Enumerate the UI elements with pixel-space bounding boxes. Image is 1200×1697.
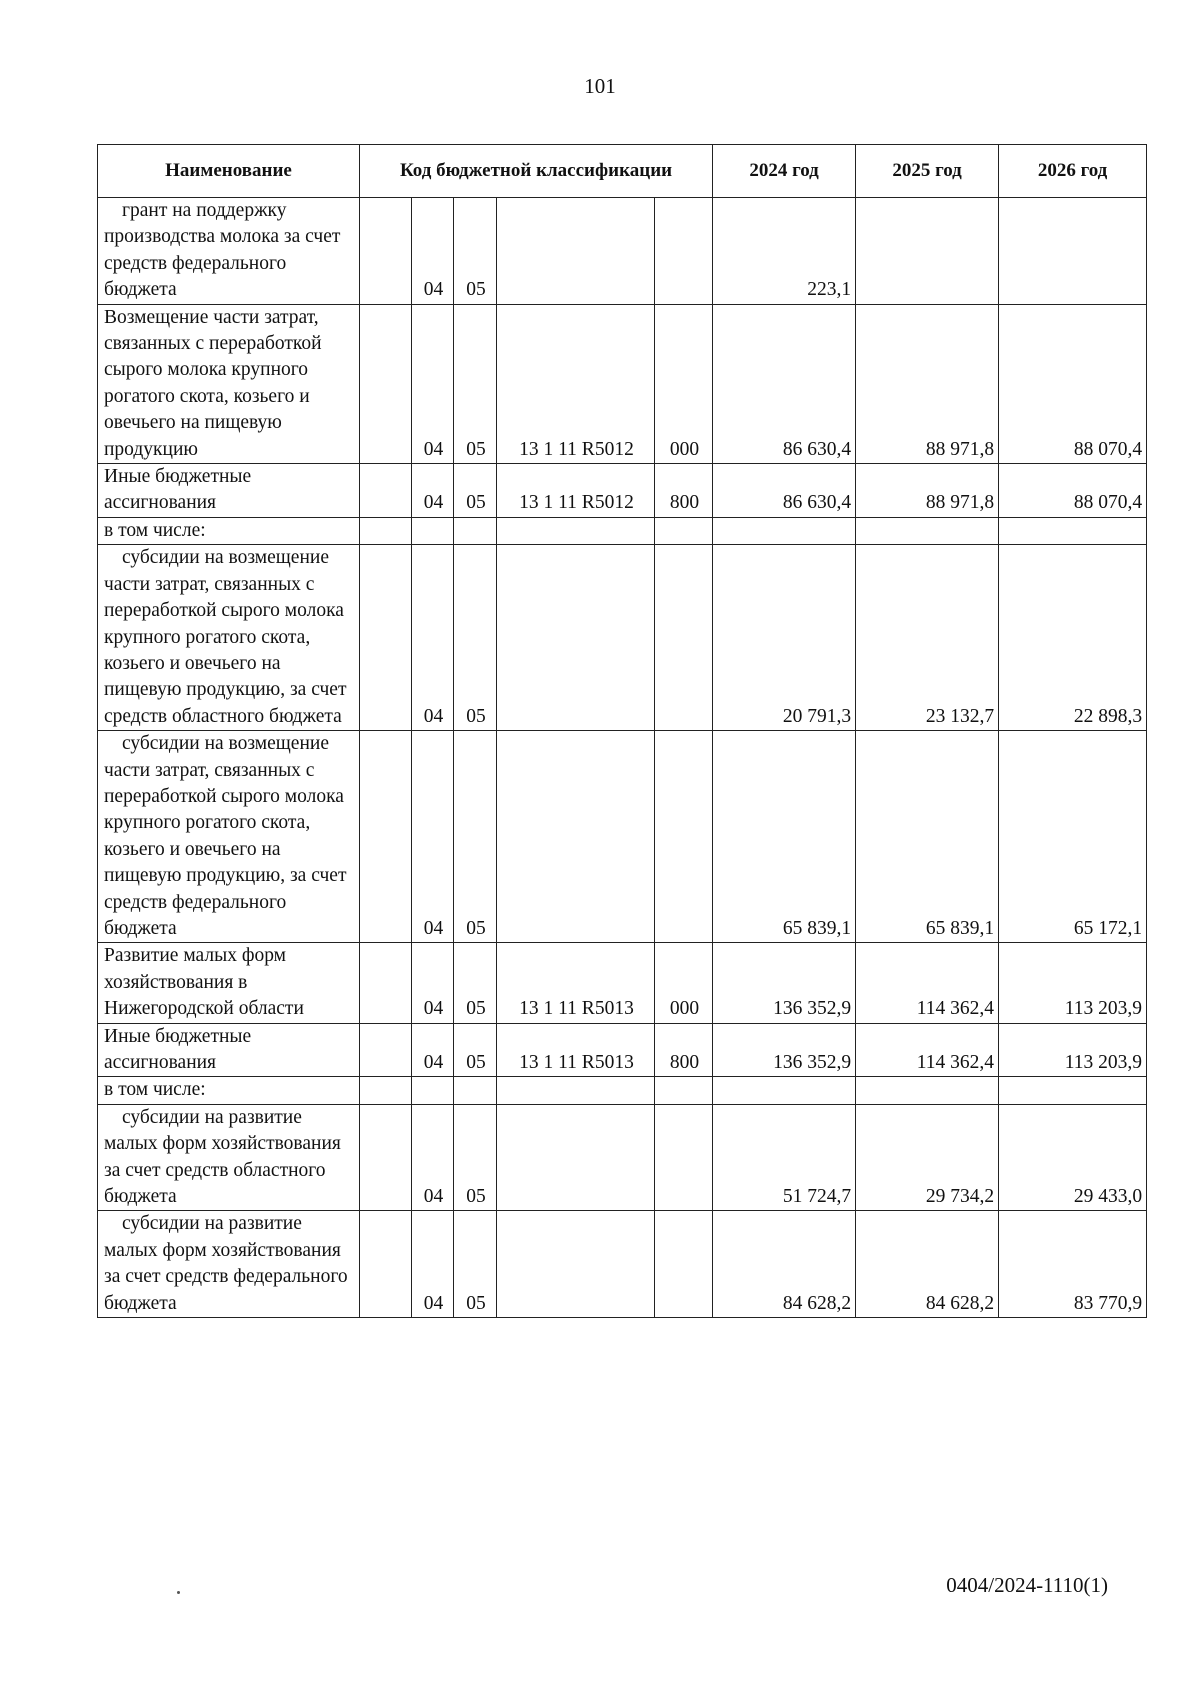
value-2025: 84 628,2	[856, 1211, 999, 1318]
row-name-text: Иные бюджетные ассигнования	[104, 1025, 252, 1073]
row-name-text: грант на поддержку производства молока за счет средств федерального бюджета	[104, 200, 341, 301]
code-empty-cell	[360, 1023, 412, 1077]
code-expense-type	[655, 1077, 713, 1104]
code-section: 04	[412, 1211, 454, 1318]
value-2026	[999, 1077, 1147, 1104]
row-name	[98, 1023, 360, 1077]
code-subsection: 05	[454, 545, 497, 731]
row-name-text: Развитие малых форм хозяйствования в Нижегородской области	[104, 945, 304, 1020]
code-subsection: 05	[454, 1104, 497, 1211]
header-2026: 2026 год	[999, 145, 1147, 198]
table-row	[98, 545, 1147, 731]
code-empty-cell	[360, 517, 412, 544]
row-name	[98, 1211, 360, 1318]
value-2024: 223,1	[713, 198, 856, 305]
value-2026: 29 433,0	[999, 1104, 1147, 1211]
code-subsection: 05	[454, 731, 497, 943]
table-row	[98, 1104, 1147, 1211]
value-2026: 65 172,1	[999, 731, 1147, 943]
row-name	[98, 731, 360, 943]
code-subsection	[454, 1077, 497, 1104]
code-target-article	[497, 1077, 655, 1104]
table-row	[98, 731, 1147, 943]
code-section: 04	[412, 731, 454, 943]
row-name	[98, 545, 360, 731]
table-row	[98, 304, 1147, 463]
row-name-text: Возмещение части затрат, связанных с переработкой сырого молока крупного рогатого скота, козьего и овечьего на пищевую продукцию	[104, 306, 322, 460]
header-2024: 2024 год	[713, 145, 856, 198]
value-2026	[999, 198, 1147, 305]
code-section: 04	[412, 1023, 454, 1077]
page-number: 101	[584, 74, 616, 98]
code-empty-cell	[360, 1077, 412, 1104]
code-section: 04	[412, 198, 454, 305]
code-empty-cell	[360, 545, 412, 731]
value-2024: 86 630,4	[713, 304, 856, 463]
code-empty-cell	[360, 304, 412, 463]
row-name-text: субсидии на возмещение части затрат, связанных с переработкой сырого молока крупного рогатого скота, козьего и овечьего на пищевую продукцию, за счет средств федерального бюджета	[104, 733, 347, 939]
value-2024: 86 630,4	[713, 464, 856, 518]
code-expense-type: 800	[655, 1023, 713, 1077]
row-name-text: субсидии на развитие малых форм хозяйствования за счет средств федерального бюджета	[104, 1213, 348, 1314]
code-empty-cell	[360, 943, 412, 1023]
value-2024: 84 628,2	[713, 1211, 856, 1318]
code-target-article: 13 1 11 R5012	[497, 464, 655, 518]
code-target-article: 13 1 11 R5013	[497, 943, 655, 1023]
code-target-article	[497, 1211, 655, 1318]
code-subsection: 05	[454, 304, 497, 463]
row-name	[98, 198, 360, 305]
value-2026: 88 070,4	[999, 464, 1147, 518]
code-subsection: 05	[454, 1023, 497, 1077]
table-row	[98, 198, 1147, 305]
row-name	[98, 1077, 360, 1104]
code-empty-cell	[360, 1104, 412, 1211]
header-row	[98, 145, 1147, 198]
document-code: 0404/2024-1110(1)	[946, 1573, 1108, 1597]
code-section: 04	[412, 304, 454, 463]
value-2024: 65 839,1	[713, 731, 856, 943]
value-2024: 136 352,9	[713, 943, 856, 1023]
value-2025: 29 734,2	[856, 1104, 999, 1211]
table-row	[98, 1023, 1147, 1077]
value-2025: 23 132,7	[856, 545, 999, 731]
table-row	[98, 464, 1147, 518]
code-expense-type: 800	[655, 464, 713, 518]
code-empty-cell	[360, 198, 412, 305]
table-row	[98, 1211, 1147, 1318]
value-2024: 136 352,9	[713, 1023, 856, 1077]
value-2025: 114 362,4	[856, 943, 999, 1023]
row-name	[98, 1104, 360, 1211]
code-target-article	[497, 517, 655, 544]
value-2026: 83 770,9	[999, 1211, 1147, 1318]
code-section	[412, 517, 454, 544]
budget-table	[97, 144, 1147, 1318]
header-2025: 2025 год	[856, 145, 999, 198]
value-2025: 88 971,8	[856, 304, 999, 463]
row-name-text: субсидии на возмещение части затрат, связанных с переработкой сырого молока крупного рогатого скота, козьего и овечьего на пищевую продукцию, за счет средств областного бюджета	[104, 547, 347, 727]
row-name	[98, 464, 360, 518]
value-2026: 113 203,9	[999, 1023, 1147, 1077]
value-2025: 65 839,1	[856, 731, 999, 943]
code-empty-cell	[360, 1211, 412, 1318]
code-expense-type	[655, 198, 713, 305]
header-code: Код бюджетной классификации	[360, 145, 713, 198]
value-2026	[999, 517, 1147, 544]
code-empty-cell	[360, 464, 412, 518]
code-section: 04	[412, 464, 454, 518]
value-2025	[856, 1077, 999, 1104]
value-2025	[856, 198, 999, 305]
code-expense-type	[655, 545, 713, 731]
row-name-text: субсидии на развитие малых форм хозяйствования за счет средств областного бюджета	[104, 1106, 341, 1208]
row-name-text: Иные бюджетные ассигнования	[104, 466, 252, 514]
code-target-article	[497, 1104, 655, 1211]
value-2025	[856, 517, 999, 544]
table-row	[98, 517, 1147, 544]
header-name: Наименование	[98, 145, 360, 198]
row-name	[98, 304, 360, 463]
row-name	[98, 943, 360, 1023]
code-subsection: 05	[454, 943, 497, 1023]
value-2025: 88 971,8	[856, 464, 999, 518]
value-2026: 113 203,9	[999, 943, 1147, 1023]
code-target-article: 13 1 11 R5013	[497, 1023, 655, 1077]
code-expense-type	[655, 731, 713, 943]
code-section: 04	[412, 545, 454, 731]
row-name-text: в том числе:	[104, 1079, 206, 1101]
code-expense-type	[655, 517, 713, 544]
code-expense-type	[655, 1104, 713, 1211]
code-expense-type: 000	[655, 943, 713, 1023]
value-2026: 88 070,4	[999, 304, 1147, 463]
code-section: 04	[412, 943, 454, 1023]
value-2024	[713, 1077, 856, 1104]
value-2024	[713, 517, 856, 544]
table-row	[98, 943, 1147, 1023]
row-name-text: в том числе:	[104, 519, 206, 541]
code-expense-type: 000	[655, 304, 713, 463]
code-subsection: 05	[454, 464, 497, 518]
value-2024: 20 791,3	[713, 545, 856, 731]
row-name	[98, 517, 360, 544]
code-subsection: 05	[454, 198, 497, 305]
code-subsection: 05	[454, 1211, 497, 1318]
code-target-article	[497, 545, 655, 731]
code-section: 04	[412, 1104, 454, 1211]
value-2024: 51 724,7	[713, 1104, 856, 1211]
code-subsection	[454, 517, 497, 544]
stray-mark	[177, 1591, 180, 1594]
code-target-article	[497, 731, 655, 943]
code-empty-cell	[360, 731, 412, 943]
code-expense-type	[655, 1211, 713, 1318]
code-target-article: 13 1 11 R5012	[497, 304, 655, 463]
value-2026: 22 898,3	[999, 545, 1147, 731]
code-section	[412, 1077, 454, 1104]
code-target-article	[497, 198, 655, 305]
value-2025: 114 362,4	[856, 1023, 999, 1077]
table-row	[98, 1077, 1147, 1104]
